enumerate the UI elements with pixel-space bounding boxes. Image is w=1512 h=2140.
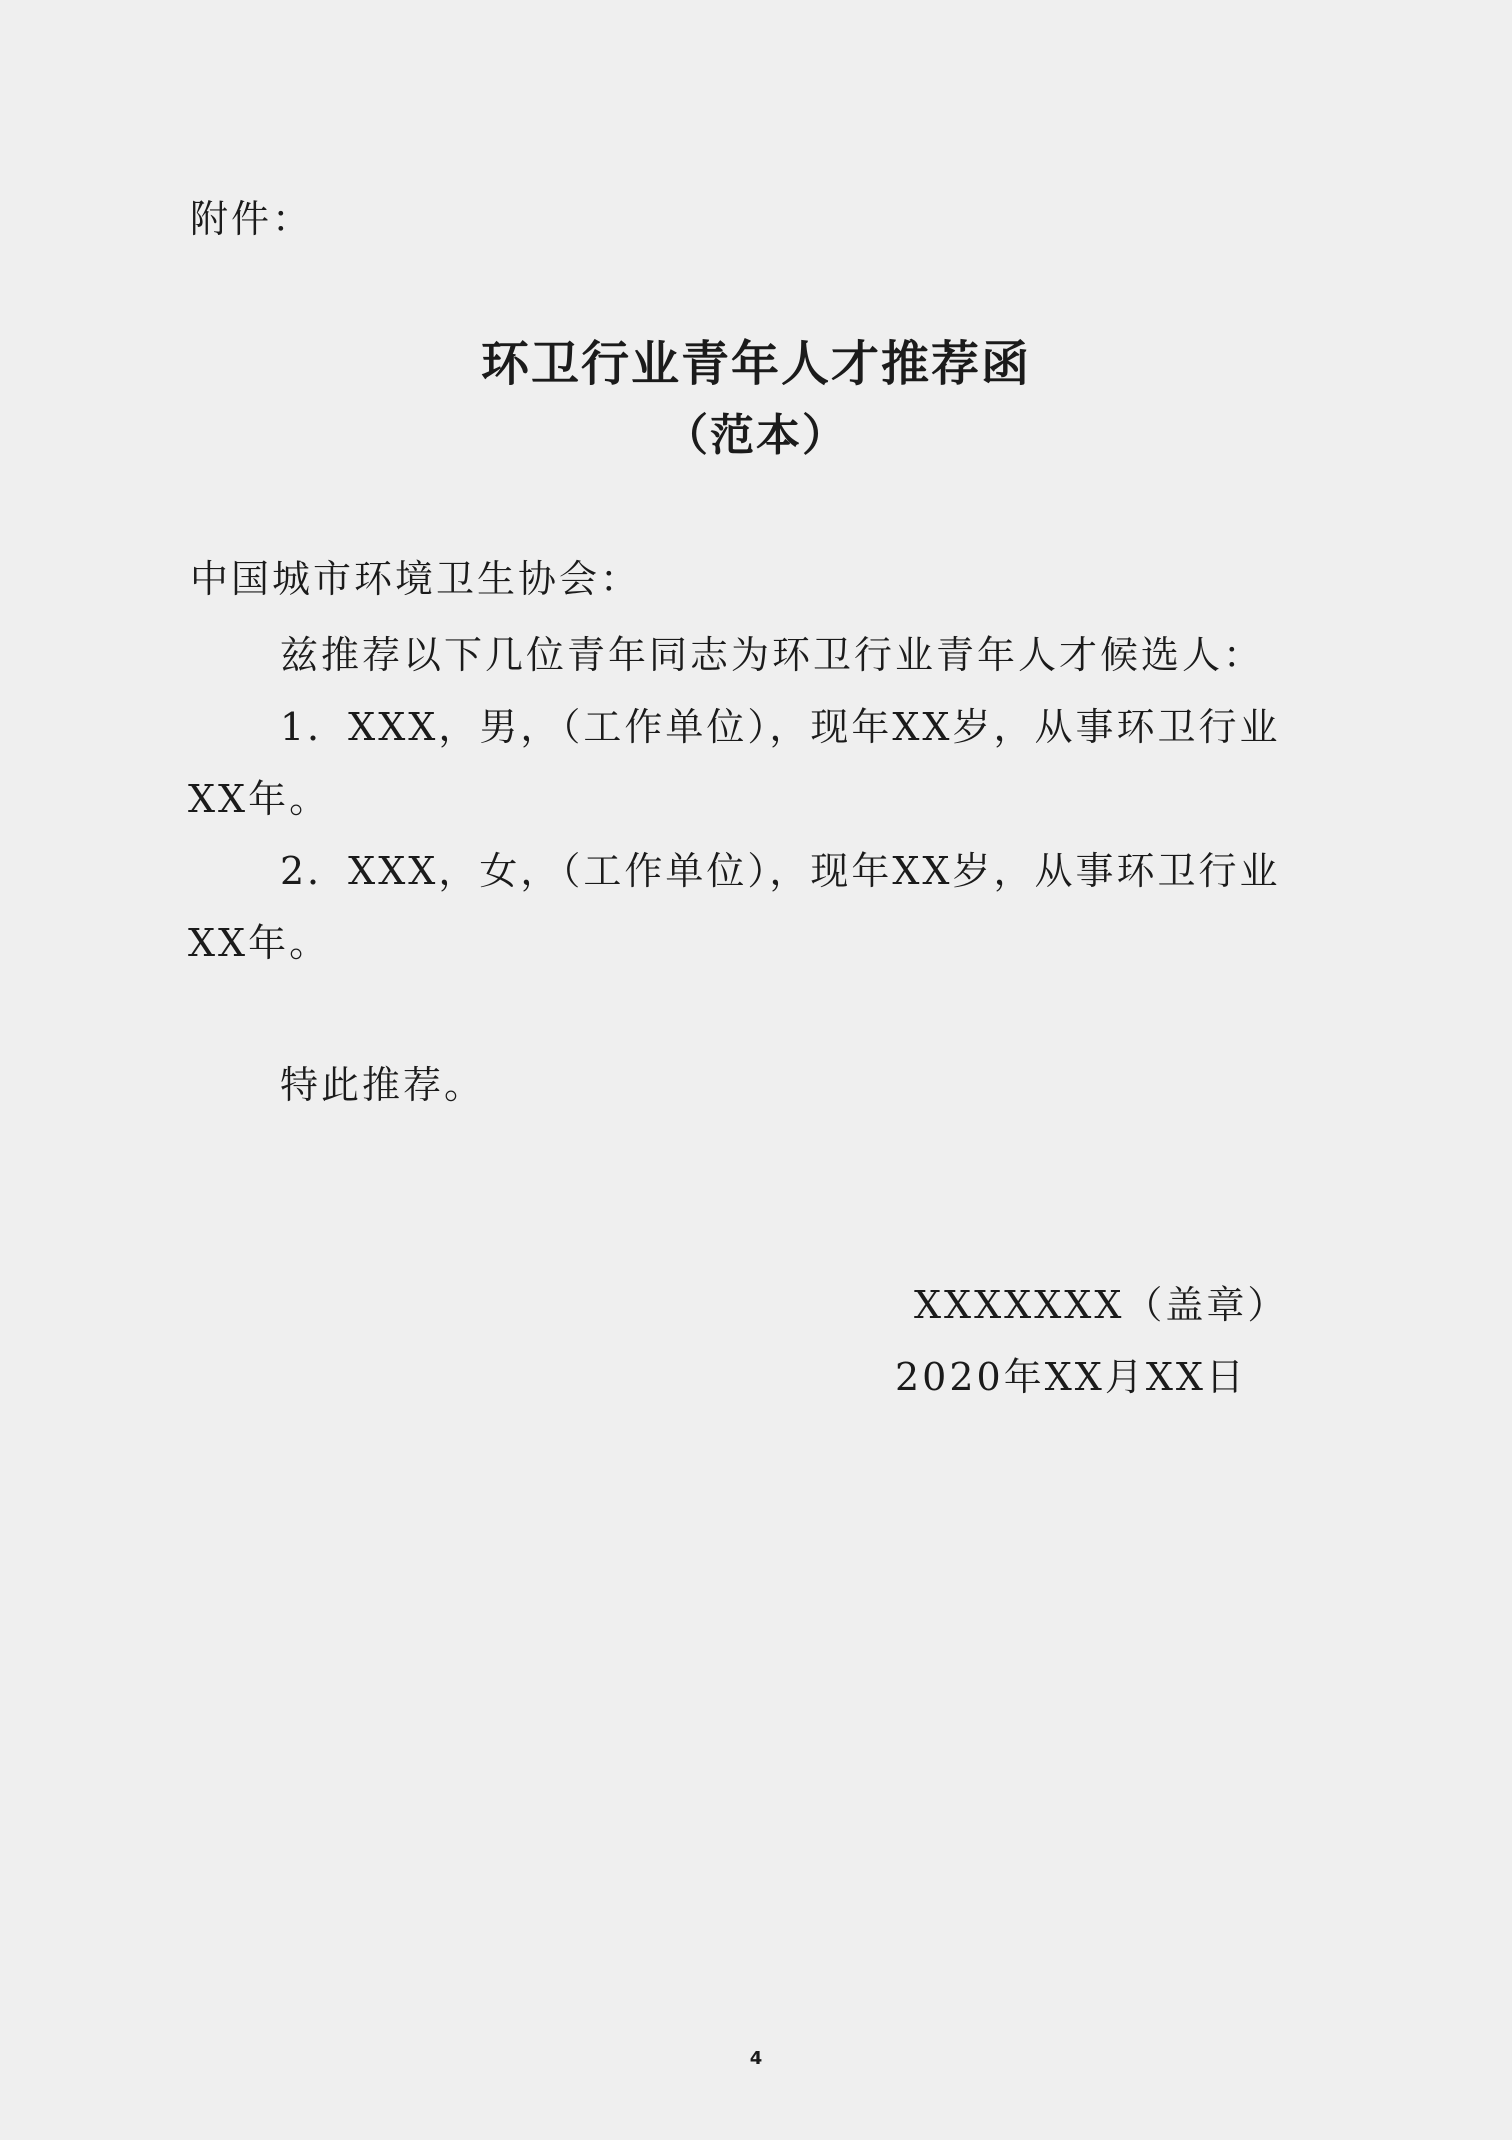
document-subtitle: （范本） [664,410,848,461]
intro-paragraph: 兹推荐以下几位青年同志为环卫行业青年人才候选人： [280,633,1265,677]
attachment-label: 附件： [190,197,314,241]
salutation: 中国城市环境卫生协会： [190,557,642,601]
recommendation-item-2-line-2: XX年。 [188,921,331,965]
closing-remark: 特此推荐。 [280,1063,486,1107]
signer-seal-line: XXXXXXX（盖章） [914,1283,1289,1327]
recommendation-item-1-line-2: XX年。 [188,777,331,821]
page-number: 4 [749,2048,763,2069]
document-title: 环卫行业青年人才推荐函 [480,336,1031,392]
document-date: 2020年XX月XX日 [895,1355,1247,1399]
recommendation-item-2-line-1: 2．XXX，女，（工作单位），现年XX岁，从事环卫行业 [280,849,1281,893]
recommendation-item-1-line-1: 1．XXX，男，（工作单位），现年XX岁，从事环卫行业 [280,705,1281,749]
